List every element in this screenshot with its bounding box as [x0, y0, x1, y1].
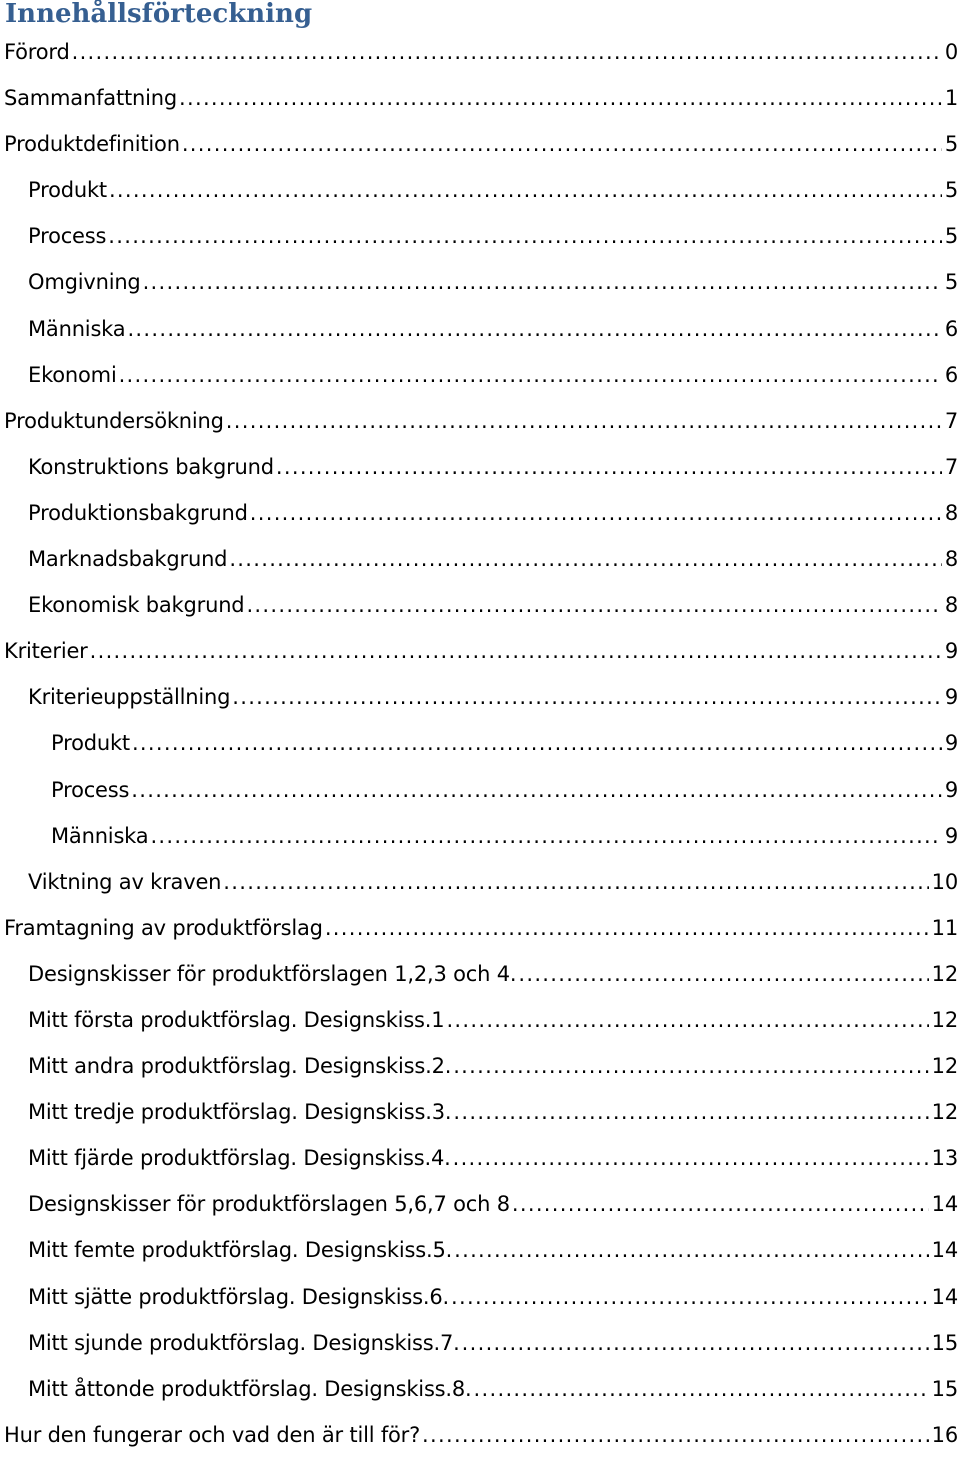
toc-title: Innehållsförteckning: [5, 0, 313, 29]
toc-entry[interactable]: [0, 306, 960, 352]
toc-entry-label: Marknadsbakgrund: [28, 547, 228, 572]
toc-entry-label: Sammanfattning: [4, 86, 178, 111]
toc-entry-label: Förord: [4, 40, 70, 64]
toc-entry[interactable]: [0, 1366, 960, 1412]
toc-entry-label: Människa: [51, 823, 149, 848]
toc-dot-leader: [90, 628, 942, 674]
toc-dot-leader: [72, 29, 942, 75]
toc-entry[interactable]: [0, 259, 960, 305]
toc-page-number: 10: [931, 869, 958, 894]
toc-dot-leader: [276, 444, 942, 490]
toc-entry[interactable]: [0, 720, 960, 766]
toc-page-number: 14: [931, 1238, 958, 1263]
toc-entry-label: Hur den fungerar och vad den är till för?: [4, 1422, 421, 1447]
toc-entry-label: Process: [51, 777, 130, 802]
toc-page-number: 11: [931, 915, 958, 940]
toc-entry[interactable]: [0, 398, 960, 444]
toc-page-number: 7: [944, 454, 958, 479]
toc-entry-label: Viktning av kraven: [28, 869, 222, 894]
toc-dot-leader: [453, 1135, 929, 1181]
toc-entry-label: Designskisser för produktförslagen 1,2,3 och 4.: [28, 961, 517, 986]
toc-page-number: 9: [944, 777, 958, 802]
toc-dot-leader: [518, 951, 928, 997]
toc-dot-leader: [451, 1274, 929, 1320]
toc-page-number: 14: [931, 1284, 958, 1309]
toc-entry-label: Omgivning: [28, 270, 141, 295]
toc-page-number: 16: [931, 1422, 958, 1447]
toc-dot-leader: [127, 306, 941, 352]
toc-entry[interactable]: [0, 444, 960, 490]
toc-dot-leader: [119, 352, 942, 398]
toc-dot-leader: [182, 121, 942, 167]
toc-dot-leader: [453, 1089, 928, 1135]
toc-entry[interactable]: [0, 1274, 960, 1320]
toc-page-number: 12: [931, 1007, 958, 1032]
toc-dot-leader: [454, 1227, 929, 1273]
toc-page-number: 0: [944, 40, 958, 64]
toc-entry-label: Kriterieuppställning: [28, 685, 231, 710]
toc-page-number: 8: [944, 500, 958, 525]
toc-page-number: 12: [931, 1054, 958, 1079]
toc-entry-label: Människa: [28, 316, 126, 341]
toc-dot-leader: [422, 1412, 929, 1458]
toc-page-number: 7: [944, 408, 958, 433]
toc-entry[interactable]: [0, 75, 960, 121]
toc-entry[interactable]: [0, 121, 960, 167]
toc-page-number: 9: [944, 685, 958, 710]
toc-entry-label: Mitt sjätte produktförslag. Designskiss.6.: [28, 1284, 450, 1309]
toc-dot-leader: [229, 536, 942, 582]
toc-page-number: 13: [931, 1146, 958, 1171]
toc-entry[interactable]: [0, 905, 960, 951]
toc-page-number: 5: [944, 132, 958, 157]
toc-entry-label: Ekonomisk bakgrund: [28, 593, 245, 618]
toc-dot-leader: [150, 813, 941, 859]
toc-entry[interactable]: [0, 1135, 960, 1181]
toc-entry-label: Mitt tredje produktförslag. Designskiss.3.: [28, 1100, 452, 1125]
toc-entry-label: Produktundersökning: [4, 408, 224, 433]
toc-entry[interactable]: [0, 352, 960, 398]
toc-page-number: 12: [931, 1100, 958, 1125]
toc-page-number: 9: [944, 823, 958, 848]
toc-entry[interactable]: [0, 628, 960, 674]
toc-page-number: 9: [944, 639, 958, 664]
toc-entry[interactable]: [0, 490, 960, 536]
toc-dot-leader: [179, 75, 942, 121]
toc-entry-label: Mitt fjärde produktförslag. Designskiss.4.: [28, 1146, 451, 1171]
toc-entry[interactable]: [0, 167, 960, 213]
toc-dot-leader: [512, 1181, 929, 1227]
toc-entry-label: Konstruktions bakgrund: [28, 454, 274, 479]
toc-entry-label: Produkt: [51, 731, 130, 756]
toc-entry[interactable]: [0, 582, 960, 628]
toc-entry[interactable]: [0, 1043, 960, 1089]
toc-entry[interactable]: [0, 813, 960, 859]
toc-entry[interactable]: [0, 997, 960, 1043]
toc-entry[interactable]: [0, 674, 960, 720]
toc-page-number: 9: [944, 731, 958, 756]
toc-entry-label: Mitt femte produktförslag. Designskiss.5.: [28, 1238, 453, 1263]
toc-dot-leader: [446, 997, 928, 1043]
toc-entry[interactable]: [0, 213, 960, 259]
toc-dot-leader: [131, 767, 942, 813]
toc-page-number: 8: [944, 547, 958, 572]
toc-dot-leader: [325, 905, 929, 951]
toc-dot-leader: [462, 1320, 929, 1366]
toc-list: [0, 29, 960, 1458]
toc-dot-leader: [226, 398, 942, 444]
toc-entry-label: Kriterier: [4, 639, 88, 664]
toc-entry-label: Designskisser för produktförslagen 5,6,7 och 8: [28, 1192, 510, 1217]
toc-dot-leader: [453, 1043, 928, 1089]
toc-page-number: 15: [931, 1376, 958, 1401]
toc-page-number: 5: [944, 270, 958, 295]
toc-entry-label: Process: [28, 224, 107, 249]
toc-entry-label: Ekonomi: [28, 362, 117, 387]
toc-entry[interactable]: [0, 1227, 960, 1273]
toc-entry[interactable]: [0, 536, 960, 582]
toc-page-number: 12: [931, 961, 958, 986]
toc-entry-label: Mitt andra produktförslag. Designskiss.2.: [28, 1054, 452, 1079]
toc-dot-leader: [132, 720, 942, 766]
toc-page-number: 14: [931, 1192, 958, 1217]
toc-dot-leader: [232, 674, 942, 720]
toc-dot-leader: [109, 167, 942, 213]
toc-dot-leader: [108, 213, 942, 259]
toc-entry-label: Framtagning av produktförslag: [4, 915, 323, 940]
toc-dot-leader: [246, 582, 941, 628]
toc-page-number: 8: [944, 593, 958, 618]
toc-entry[interactable]: [0, 767, 960, 813]
toc-entry[interactable]: [0, 1089, 960, 1135]
toc-entry-label: Produkt: [28, 178, 107, 203]
toc-entry[interactable]: [0, 951, 960, 997]
toc-entry-label: Produktdefinition: [4, 132, 180, 157]
toc-entry-label: Produktionsbakgrund: [28, 500, 248, 525]
toc-dot-leader: [143, 259, 942, 305]
toc-entry-label: Mitt åttonde produktförslag. Designskiss.8.: [28, 1376, 472, 1401]
toc-page-number: 5: [944, 224, 958, 249]
toc-entry-label: Mitt första produktförslag. Designskiss.1: [28, 1007, 445, 1032]
toc-entry[interactable]: [0, 1320, 960, 1366]
toc-page-number: 1: [944, 86, 958, 111]
toc-page-number: 5: [944, 178, 958, 203]
toc-dot-leader: [250, 490, 942, 536]
toc-page-number: 6: [944, 362, 958, 387]
toc-page-number: 15: [931, 1330, 958, 1355]
toc-entry[interactable]: [0, 1181, 960, 1227]
toc-entry-label: Mitt sjunde produktförslag. Designskiss.7.: [28, 1330, 460, 1355]
toc-entry[interactable]: [0, 859, 960, 905]
toc-dot-leader: [223, 859, 928, 905]
toc-page-number: 6: [944, 316, 958, 341]
toc-dot-leader: [474, 1366, 929, 1412]
toc-entry[interactable]: [0, 29, 960, 75]
toc-entry[interactable]: [0, 1412, 960, 1458]
